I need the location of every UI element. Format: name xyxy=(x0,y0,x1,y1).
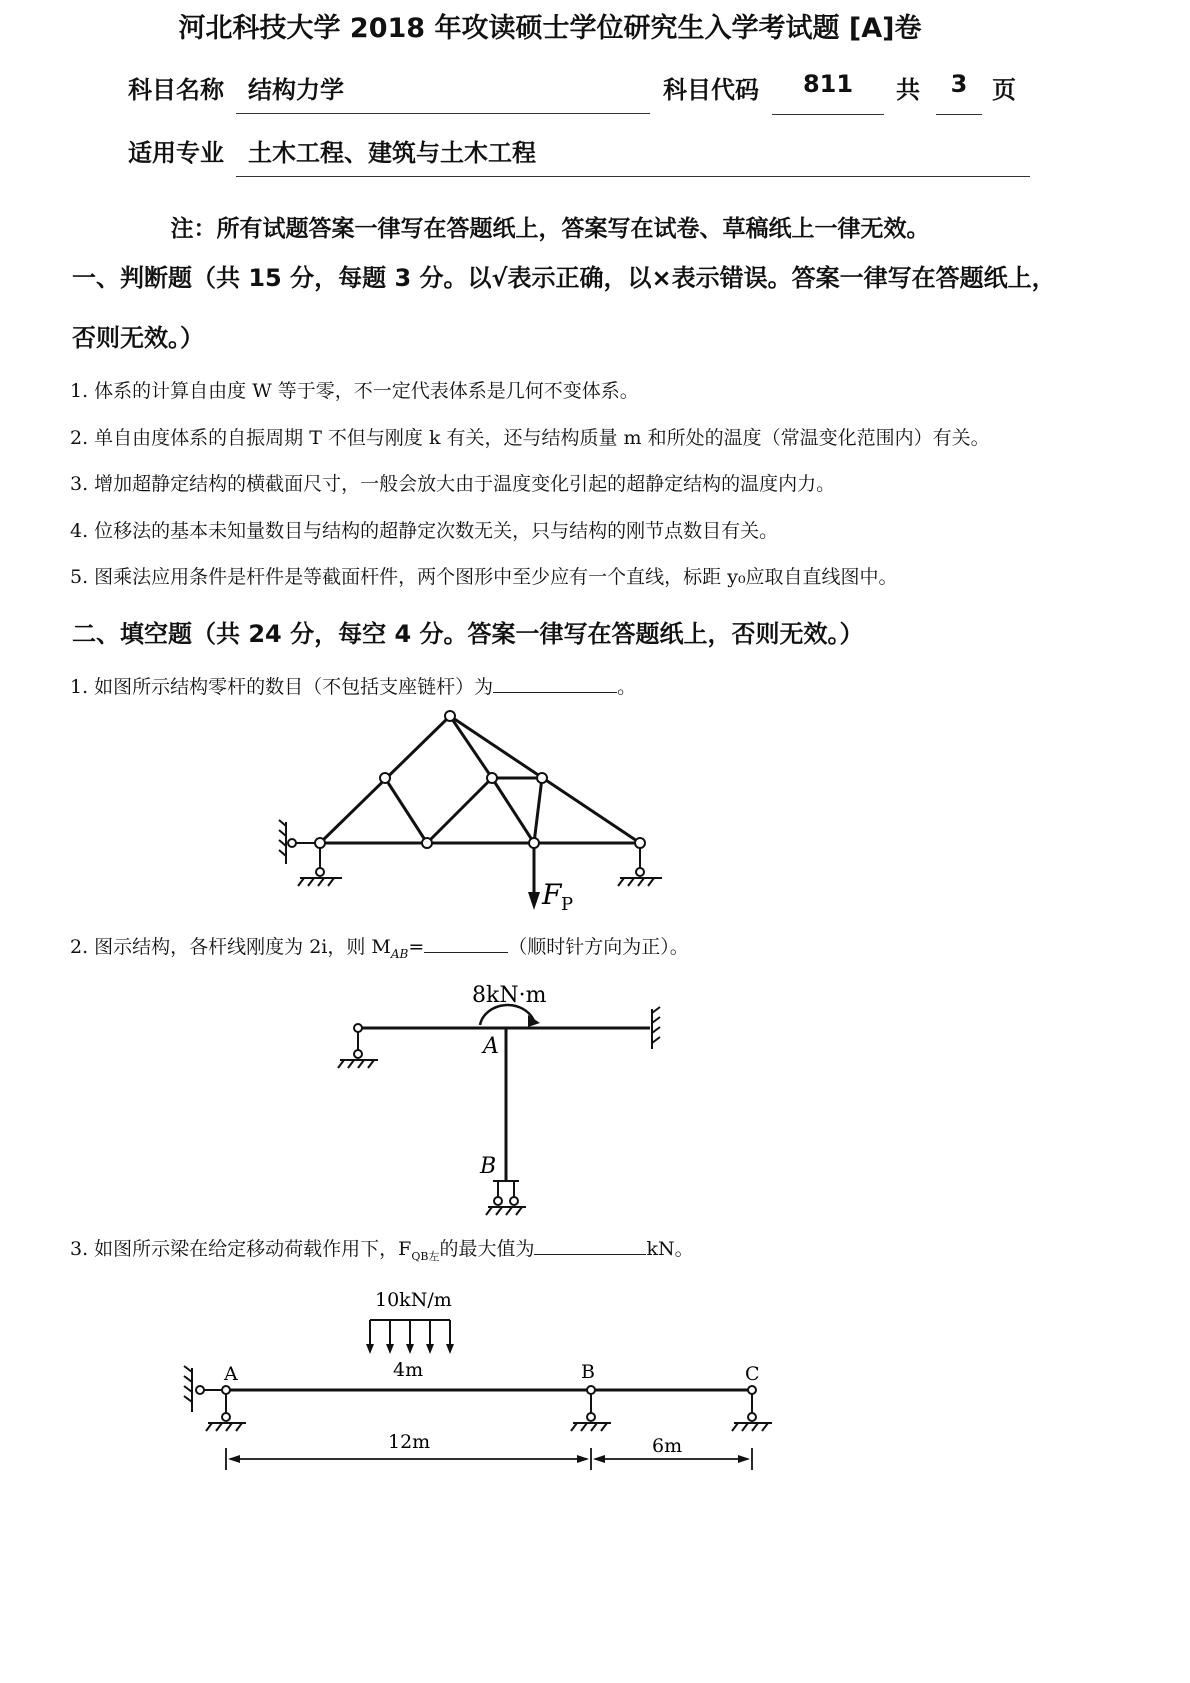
fill-q2-mid: = xyxy=(408,936,425,958)
exam-note: 注：所有试题答案一律写在答题纸上，答案写在试卷、草稿纸上一律无效。 xyxy=(170,216,930,242)
fill-q3-blank xyxy=(534,1236,646,1255)
truss-joint xyxy=(487,773,497,783)
load-fp-label: F xyxy=(542,878,562,911)
fill-q1-blank xyxy=(493,674,617,693)
exam-title: 河北科技大学 2018 年攻读硕士学位研究生入学考试题 [A]卷 xyxy=(178,13,922,44)
judge-item-4: 4. 位移法的基本未知量数目与结构的超静定次数无关，只与结构的刚节点数目有关。 xyxy=(70,520,779,542)
judge-item-5: 5. 图乘法应用条件是杆件是等截面杆件，两个图形中至少应有一个直线，标距 y₀应取自直线图中。 xyxy=(70,566,898,588)
load-fp-sub: P xyxy=(561,894,574,915)
fill-q2-prefix: 2. 图示结构，各杆线刚度为 2i，则 M xyxy=(70,936,391,958)
fill-q1-prefix: 1. 如图所示结构零杆的数目（不包括支座链杆）为 xyxy=(70,676,494,698)
pages-prefix: 共 xyxy=(896,76,920,104)
truss-joint xyxy=(529,838,539,848)
truss-joint xyxy=(537,773,547,783)
truss-joint xyxy=(635,838,645,848)
distributed-load xyxy=(370,1320,450,1348)
major-value: 土木工程、建筑与土木工程 xyxy=(236,133,1030,177)
fill-q3-suffix: kN。 xyxy=(646,1238,694,1260)
node-a-label: A xyxy=(483,1034,499,1059)
beam-label-a: A xyxy=(224,1363,238,1385)
section1-heading-line1: 一、判断题（共 15 分，每题 3 分。以√表示正确，以×表示错误。答案一律写在答题纸上， xyxy=(72,264,1056,292)
judge-item-2: 2. 单自由度体系的自振周期 T 不但与刚度 k 有关，还与结构质量 m 和所处的温度（常温变化范围内）有关。 xyxy=(70,427,990,449)
fill-q3-mid: 的最大值为 xyxy=(439,1238,535,1260)
moment-arrowhead xyxy=(528,1015,540,1027)
beam-support-c xyxy=(732,1386,772,1431)
code-label: 科目代码 xyxy=(663,76,759,104)
pages-value: 3 xyxy=(936,70,982,115)
frame-support-b xyxy=(486,1181,526,1215)
load-arrowhead xyxy=(528,892,540,910)
beam-label-b: B xyxy=(581,1361,595,1383)
truss-joint xyxy=(445,711,455,721)
frame-figure xyxy=(330,975,690,1225)
subject-value: 结构力学 xyxy=(236,70,650,114)
moment-label: 8kN·m xyxy=(472,983,547,1008)
fill-q3-prefix: 3. 如图所示梁在给定移动荷载作用下，F xyxy=(70,1238,412,1260)
beam-figure xyxy=(170,1280,790,1500)
major-label: 适用专业 xyxy=(128,139,224,167)
fill-q1-suffix: 。 xyxy=(617,676,637,698)
fill-question-1 xyxy=(70,672,636,699)
fill-q3-sub: QB左 xyxy=(411,1249,440,1263)
truss-joint xyxy=(380,773,390,783)
section2-heading: 二、填空题（共 24 分，每空 4 分。答案一律写在答题纸上，否则无效。） xyxy=(72,620,864,648)
truss-figure xyxy=(270,700,690,920)
span-bc-label: 6m xyxy=(652,1435,683,1457)
judge-item-3: 3. 增加超静定结构的横截面尺寸，一般会放大由于温度变化引起的超静定结构的温度内力。 xyxy=(70,473,836,495)
fill-q2-suffix: （顺时针方向为正）。 xyxy=(508,936,689,958)
beam-label-c: C xyxy=(745,1363,760,1385)
truss-support-right xyxy=(618,848,662,886)
section1-heading-line2: 否则无效。） xyxy=(72,324,204,352)
fill-question-2 xyxy=(70,932,689,961)
judge-item-1: 1. 体系的计算自由度 W 等于零，不一定代表体系是几何不变体系。 xyxy=(70,380,639,402)
code-value: 811 xyxy=(772,70,884,115)
fill-q2-sub: AB xyxy=(390,946,409,961)
span-ab-label: 12m xyxy=(388,1431,431,1453)
moment-arc xyxy=(480,1005,534,1025)
load-length-label: 4m xyxy=(393,1359,424,1381)
frame-fixed-right xyxy=(652,1007,660,1049)
truss-joint xyxy=(422,838,432,848)
subject-label: 科目名称 xyxy=(128,76,224,104)
fill-q2-blank xyxy=(424,934,508,953)
beam-support-b xyxy=(571,1386,611,1431)
fill-question-3 xyxy=(70,1234,694,1264)
truss-joint xyxy=(315,838,325,848)
frame-support-left xyxy=(338,1024,378,1068)
node-b-label: B xyxy=(480,1154,497,1179)
load-intensity-label: 10kN/m xyxy=(375,1289,452,1311)
pages-suffix: 页 xyxy=(992,76,1016,104)
